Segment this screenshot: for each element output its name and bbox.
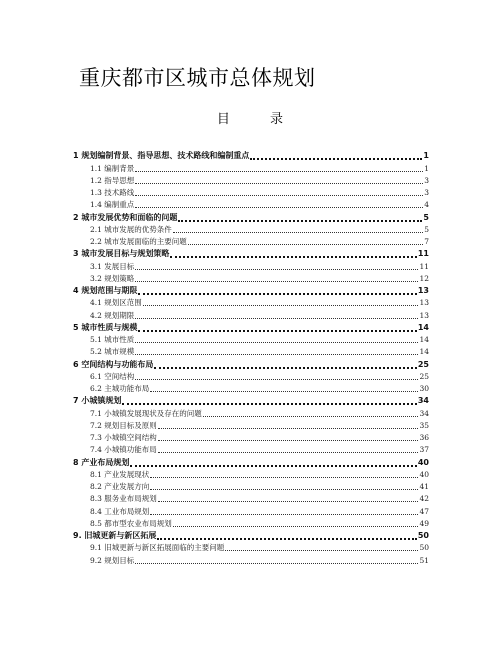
dot-leader [135,269,418,270]
toc-entry-label: 6.1 空间结构 [90,371,135,381]
toc-section-entry[interactable] [73,493,429,505]
toc-chapter-entry[interactable] [73,322,429,334]
toc-chapter-entry[interactable] [73,150,429,162]
table-of-contents [73,150,429,567]
toc-entry-page-number: 37 [419,445,429,455]
toc-entry-label: 5.1 城市性质 [90,335,135,344]
toc-section-entry[interactable] [73,273,429,285]
toc-entry-label: 5 城市性质与规模 [73,322,138,332]
toc-entry-page-number: 34 [419,408,429,418]
toc-entry-label: 5.2 城市规模 [90,347,135,357]
toc-entry-page-number: 4 [424,200,429,210]
toc-entry-page-number: 25 [417,359,429,369]
toc-section-entry[interactable] [73,309,429,321]
dot-leader [150,391,418,392]
toc-entry-label: 7 小城镇规划 [73,396,122,406]
toc-entry-page-number: 25 [419,371,429,381]
toc-section-entry[interactable] [73,371,429,383]
toc-entry-label: 2.1 城市发展的优势条件 [90,224,172,234]
toc-entry-label: 8.1 产业发展现状 [90,469,150,479]
dot-leader [203,416,419,417]
toc-section-entry[interactable] [73,518,429,530]
toc-entry-label: 7.1 小城镇发展现状及存在的问题 [90,408,202,418]
toc-chapter-entry[interactable] [73,285,429,297]
dot-leader [173,526,419,527]
toc-entry-label: 9.1 旧城更新与新区拓展面临的主要问题 [90,543,225,553]
toc-entry-page-number: 3 [424,188,429,197]
dot-leader [135,563,418,564]
toc-entry-label: 3.1 发展目标 [90,261,135,271]
dot-leader [188,244,423,245]
toc-entry-page-number: 50 [419,543,429,553]
toc-section-entry[interactable] [73,481,429,493]
toc-entry-page-number: 41 [419,482,429,491]
dot-leader [135,318,418,319]
toc-entry-page-number: 40 [419,469,429,479]
toc-section-entry[interactable] [73,469,429,481]
toc-entry-label: 8.5 都市型农业布局规划 [90,518,172,528]
toc-chapter-entry[interactable] [73,395,429,407]
toc-entry-page-number: 5 [424,224,429,234]
toc-entry-page-number: 34 [417,396,429,406]
dot-leader [158,440,419,441]
toc-entry-label: 7.2 规划目标及原则 [90,420,157,430]
toc-entry-label: 2.2 城市发展面临的主要问题 [90,237,187,246]
toc-entry-page-number: 1 [424,163,429,173]
toc-entry-page-number: 13 [417,286,429,295]
toc-entry-page-number: 7 [424,237,429,246]
toc-entry-page-number: 11 [419,261,429,271]
toc-entry-label: 6 空间结构与功能布局 [73,359,154,369]
dot-leader [173,232,423,233]
toc-entry-label: 7.4 小城镇功能布局 [90,445,157,455]
toc-entry-page-number: 13 [419,298,429,308]
dot-leader [158,452,419,453]
toc-entry-label: 8.3 服务业布局规划 [90,494,157,504]
toc-section-entry[interactable] [73,383,429,395]
toc-entry-label: 9.2 规划目标 [90,555,135,565]
toc-section-entry[interactable] [73,542,429,554]
document-title: 重庆都市区城市总体规划 [79,66,316,90]
toc-section-entry[interactable] [73,187,429,199]
toc-chapter-entry[interactable] [73,456,429,468]
dot-leader [135,342,418,343]
toc-entry-label: 4.1 规划区范围 [90,298,142,308]
toc-section-entry[interactable] [73,260,429,272]
toc-section-entry[interactable] [73,407,429,419]
dot-leader [158,428,419,429]
toc-entry-label: 8.4 工业布局规划 [90,506,150,516]
toc-entry-label: 1.2 指导思想 [90,175,135,185]
toc-section-entry[interactable] [73,236,429,248]
toc-entry-label: 1 规划编制背景、指导思想、技术路线和编制重点 [73,151,250,161]
toc-chapter-entry[interactable] [73,530,429,542]
toc-entry-page-number: 49 [419,518,429,528]
toc-heading: 目 录 [216,112,302,127]
toc-entry-page-number: 42 [419,494,429,504]
toc-chapter-entry[interactable] [73,248,429,260]
toc-section-entry[interactable] [73,346,429,358]
toc-entry-label: 3.2 规划策略 [90,273,135,283]
toc-section-entry[interactable] [73,224,429,236]
dot-leader [158,501,419,502]
dot-leader [135,171,423,172]
toc-entry-page-number: 14 [419,335,429,344]
toc-entry-page-number: 12 [419,273,429,283]
toc-entry-label: 3 城市发展目标与规划策略 [73,249,170,259]
dot-leader [143,305,419,306]
dot-leader [138,330,417,332]
toc-section-entry[interactable] [73,175,429,187]
dot-leader [225,550,418,551]
toc-section-entry[interactable] [73,444,429,456]
toc-entry-label: 1.3 技术路线 [90,188,135,197]
toc-entry-label: 8.2 产业发展方向 [90,482,150,491]
dot-leader [135,207,423,208]
toc-section-entry[interactable] [73,554,429,566]
toc-entry-label: 4.2 规划期限 [90,310,135,320]
toc-entry-page-number: 35 [419,420,429,430]
toc-entry-page-number: 13 [419,310,429,320]
toc-section-entry[interactable] [73,162,429,174]
toc-entry-label: 7.3 小城镇空间结构 [90,433,157,442]
dot-leader [122,403,417,405]
dot-leader [138,293,417,295]
dot-leader [135,183,423,184]
toc-chapter-entry[interactable] [73,358,429,370]
toc-entry-label: 8 产业布局规划 [73,457,130,467]
toc-entry-page-number: 36 [419,433,429,442]
toc-section-entry[interactable] [73,420,429,432]
toc-entry-page-number: 3 [424,175,429,185]
dot-leader [154,367,417,369]
dot-leader [135,354,418,355]
toc-entry-label: 1.1 编制背景 [90,163,135,173]
dot-leader [130,465,417,467]
dot-leader [135,195,423,196]
dot-leader [135,281,418,282]
toc-entry-page-number: 50 [417,531,429,540]
dot-leader [170,256,417,258]
toc-entry-page-number: 51 [419,555,429,565]
toc-entry-page-number: 40 [417,457,429,467]
toc-entry-label: 4 规划范围与期限 [73,286,138,295]
dot-leader [150,477,418,478]
toc-entry-page-number: 47 [419,506,429,516]
dot-leader [178,220,422,222]
toc-section-entry[interactable] [73,505,429,517]
toc-entry-label: 2 城市发展优势和面临的问题 [73,212,178,222]
toc-chapter-entry[interactable] [73,211,429,223]
toc-entry-page-number: 11 [417,249,429,259]
toc-entry-label: 6.2 主城功能布局 [90,384,150,393]
toc-entry-label: 9. 旧城更新与新区拓展 [73,531,157,540]
toc-entry-page-number: 5 [423,212,429,222]
toc-entry-page-number: 14 [417,322,429,332]
dot-leader [135,379,418,380]
toc-section-entry[interactable] [73,297,429,309]
toc-section-entry[interactable] [73,334,429,346]
toc-entry-page-number: 1 [423,151,429,161]
toc-section-entry[interactable] [73,199,429,211]
toc-entry-page-number: 30 [419,384,429,393]
dot-leader [157,538,416,540]
dot-leader [150,514,418,515]
toc-entry-page-number: 14 [419,347,429,357]
dot-leader [250,158,422,160]
toc-entry-label: 1.4 编制重点 [90,200,135,210]
dot-leader [150,489,418,490]
toc-section-entry[interactable] [73,432,429,444]
